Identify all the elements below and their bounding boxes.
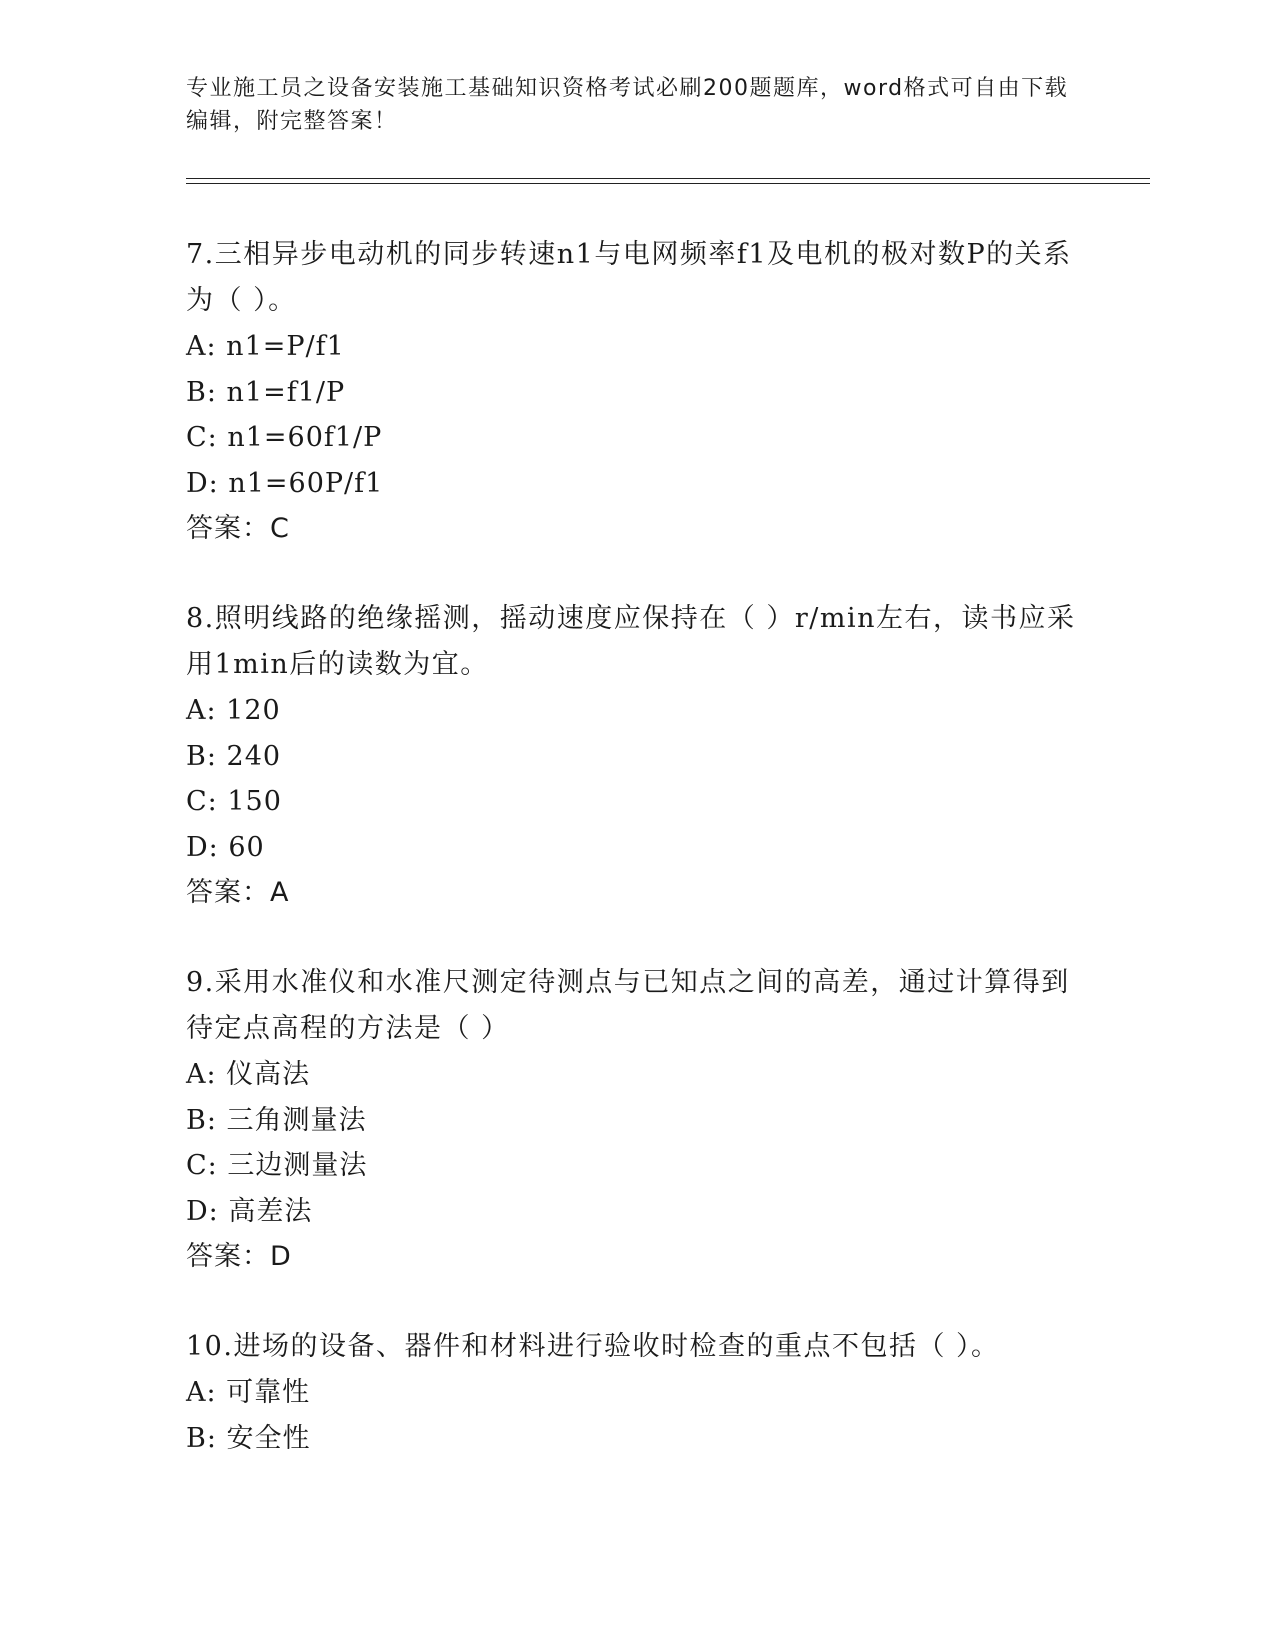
answer-line: 答案：C <box>186 513 290 544</box>
question-10 <box>186 1324 1086 1461</box>
answer-line: 答案：D <box>186 1241 292 1272</box>
question-text: 8.照明线路的绝缘摇测，摇动速度应保持在（ ）r/min左右，读书应采用1min后的读数为宜。 <box>186 603 1076 680</box>
question-8 <box>186 596 1086 916</box>
question-9 <box>186 960 1086 1280</box>
option-d: D: n1=60P/f1 <box>186 467 384 499</box>
header-divider-top <box>186 178 1150 179</box>
question-text: 10.进场的设备、器件和材料进行验收时检查的重点不包括（ ）。 <box>186 1331 1000 1362</box>
answer-line: 答案：A <box>186 877 290 908</box>
header-divider-bottom <box>186 183 1150 184</box>
question-7 <box>186 232 1086 552</box>
question-text: 7.三相异步电动机的同步转速n1与电网频率f1及电机的极对数P的关系为（ ）。 <box>186 239 1072 316</box>
option-a: A: 仪高法 <box>186 1059 311 1090</box>
option-d: D: 高差法 <box>186 1195 313 1227</box>
option-b: B: 三角测量法 <box>186 1104 367 1136</box>
option-b: B: n1=f1/P <box>186 376 346 408</box>
option-a: A: n1=P/f1 <box>186 331 345 362</box>
option-d: D: 60 <box>186 831 265 863</box>
document-header: 专业施工员之设备安装施工基础知识资格考试必刷200题题库，word格式可自由下载编辑，附完整答案！ <box>186 76 1069 134</box>
option-b: B: 240 <box>186 740 282 772</box>
option-a: A: 可靠性 <box>186 1377 311 1408</box>
option-c: C: 三边测量法 <box>186 1150 368 1181</box>
option-c: C: n1=60f1/P <box>186 422 383 453</box>
question-text: 9.采用水准仪和水准尺测定待测点与已知点之间的高差，通过计算得到待定点高程的方法是（ ） <box>186 967 1070 1044</box>
option-c: C: 150 <box>186 786 282 817</box>
option-a: A: 120 <box>186 695 281 726</box>
option-b: B: 安全性 <box>186 1422 311 1454</box>
